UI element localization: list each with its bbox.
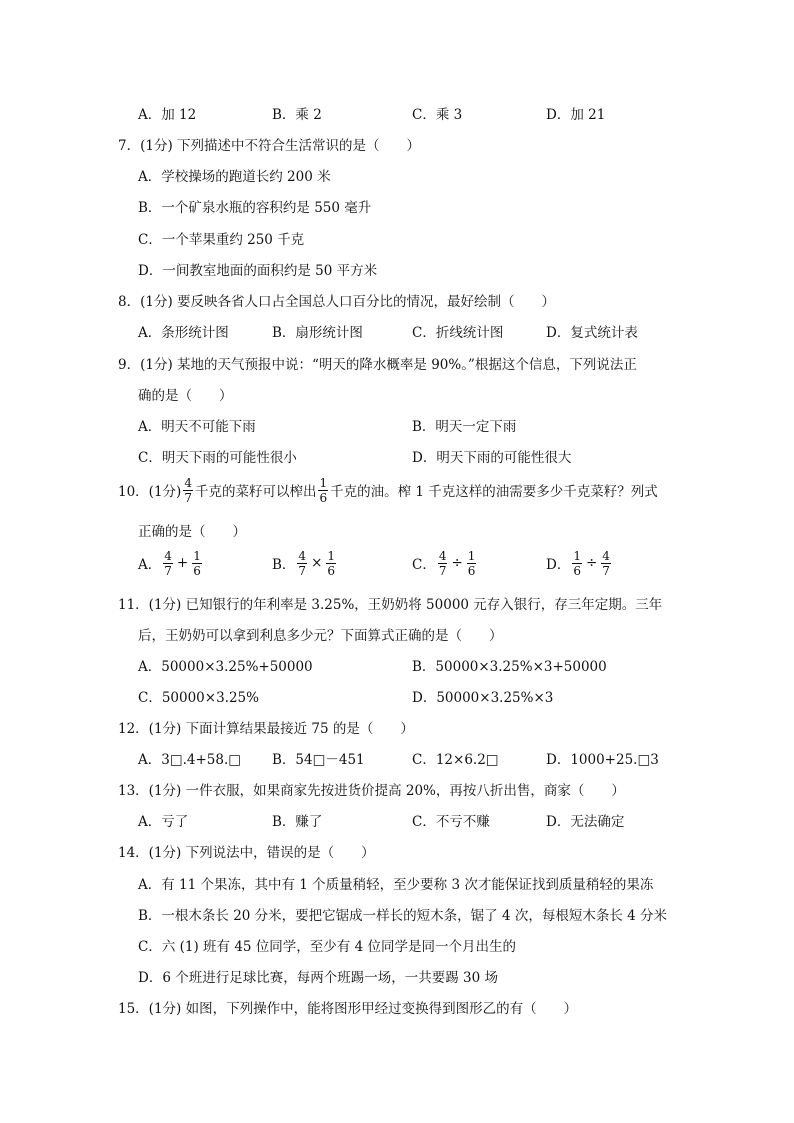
- q13-option-c: C．不亏不赚: [412, 814, 490, 830]
- q14-option-c: C．六 (1) 班有 45 位同学，至少有 4 位同学是同一个月出生的: [138, 939, 516, 955]
- q7-option-d: D．一间教室地面的面积约是 50 平方米: [138, 263, 378, 279]
- q14-stem: 14．(1分) 下列说法中，错误的是（ ）: [118, 845, 375, 861]
- q8-option-a: A．条形统计图: [138, 325, 229, 341]
- q13-option-a: A．亏了: [138, 814, 189, 830]
- q14-option-b: B．一根木条长 20 分米，要把它锯成一样长的短木条，锯了 4 次，每根短木条长 4 分米: [138, 908, 668, 924]
- q7-option-b: B．一个矿泉水瓶的容积约是 550 毫升: [138, 200, 372, 216]
- q11-option-d: D．50000×3.25%×3: [412, 690, 554, 706]
- q8-option-b: B．扇形统计图: [272, 325, 363, 341]
- q7-option-a: A．学校操场的跑道长约 200 米: [138, 169, 331, 185]
- q13-options: [0, 810, 794, 830]
- q6-option-c: C．乘 3: [412, 107, 463, 123]
- q8-option-d: D．复式统计表: [546, 325, 638, 341]
- q10-option-b: B． $\frac{4}{7}$ × $\frac{1}{6}$: [272, 548, 336, 578]
- q10-option-c: C． $\frac{4}{7}$ ÷ $\frac{1}{6}$: [412, 548, 476, 578]
- q10-prefix: 10．(1分): [118, 484, 182, 500]
- q11-options-row2: [0, 686, 794, 706]
- q9-option-c: C．明天下雨的可能性很小: [138, 450, 297, 466]
- q12-option-c: C．12×6.2□: [412, 752, 499, 768]
- q15-stem: 15．(1分) 如图，下列操作中，能将图形甲经过变换得到图形乙的有（ ）: [118, 1001, 578, 1017]
- q11-option-c: C．50000×3.25%: [138, 690, 259, 706]
- q10-fraction-1-6: $\frac{1}{6}$: [319, 475, 328, 505]
- q10-fraction-4-7: $\frac{4}{7}$: [184, 475, 192, 505]
- q10-option-d: D． $\frac{1}{6}$ ÷ $\frac{4}{7}$: [546, 548, 610, 578]
- q12-option-a: A．3□.4+58.□: [138, 752, 242, 768]
- q6-option-b: B．乘 2: [272, 107, 322, 123]
- q7-option-c: C．一个苹果重约 250 千克: [138, 232, 305, 248]
- q9-stem-line2: 确的是（ ）: [138, 388, 233, 404]
- q9-option-a: A．明天不可能下雨: [138, 419, 256, 435]
- q10-stem-line2: 正确的是（ ）: [138, 524, 246, 540]
- q13-option-b: B．赚了: [272, 814, 323, 830]
- q9-stem-line1: 9．(1分) 某地的天气预报中说：“明天的降水概率是 90%。”根据这个信息，下列说法正: [118, 357, 637, 373]
- q9-options-row2: [0, 446, 794, 466]
- q8-options: [0, 321, 794, 341]
- q9-option-b: B．明天一定下雨: [412, 419, 517, 435]
- q14-option-d: D．6 个班进行足球比赛，每两个班踢一场，一共要踢 30 场: [138, 970, 498, 986]
- q9-option-d: D．明天下雨的可能性很大: [412, 450, 572, 466]
- q7-stem: 7．(1分) 下列描述中不符合生活常识的是（ ）: [118, 138, 421, 154]
- q6-option-a: A．加 12: [138, 107, 197, 123]
- q11-options-row1: [0, 655, 794, 675]
- q11-option-b: B．50000×3.25%×3+50000: [412, 659, 607, 675]
- q14-option-a: A．有 11 个果冻，其中有 1 个质量稍轻，至少要称 3 次才能保证找到质量稍轻的果冻: [138, 877, 654, 893]
- q12-options: [0, 748, 794, 768]
- q12-option-d: D．1000+25.□3: [546, 752, 659, 768]
- q11-stem-line2: 后，王奶奶可以拿到利息多少元？下面算式正确的是（ ）: [138, 628, 503, 644]
- q13-option-d: D．无法确定: [546, 814, 625, 830]
- q12-stem: 12．(1分) 下面计算结果最接近 75 的是（ ）: [118, 721, 414, 737]
- q8-stem: 8．(1分) 要反映各省人口占全国总人口百分比的情况，最好绘制（ ）: [118, 294, 556, 310]
- q13-stem: 13．(1分) 一件衣服，如果商家先按进货价提高 20%，再按八折出售，商家（ ）: [118, 783, 625, 799]
- q6-options: [0, 103, 794, 123]
- q12-option-b: B．54□－451: [272, 752, 365, 768]
- q10-options: [0, 545, 794, 581]
- q10-mid-text-2: 千克的油。榨 1 千克这样的油需要多少千克菜籽？列式: [330, 484, 658, 500]
- q8-option-c: C．折线统计图: [412, 325, 504, 341]
- q10-option-a: A． $\frac{4}{7}$ + $\frac{1}{6}$: [138, 548, 201, 578]
- q11-option-a: A．50000×3.25%+50000: [138, 659, 313, 675]
- q9-options-row1: [0, 415, 794, 435]
- q10-stem-line1: [118, 472, 658, 508]
- q10-mid-text-1: 千克的菜籽可以榨出: [194, 484, 317, 500]
- q6-option-d: D．加 21: [546, 107, 606, 123]
- q11-stem-line1: 11．(1分) 已知银行的年利率是 3.25%，王奶奶将 50000 元存入银行，存三年定期。三年: [118, 597, 663, 613]
